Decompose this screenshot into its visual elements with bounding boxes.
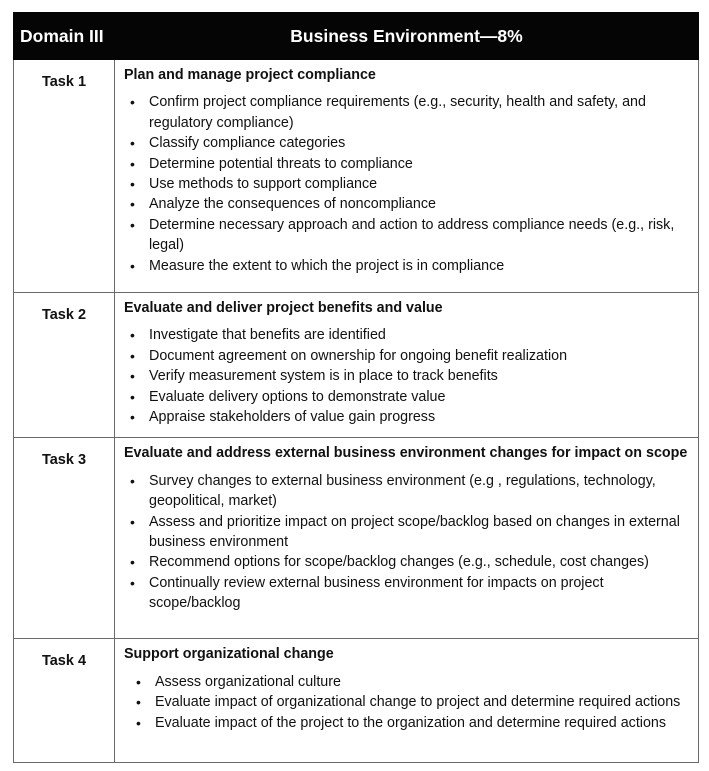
domain-title: Business Environment—8% [115, 13, 699, 60]
task-row [14, 293, 699, 438]
task-content [115, 438, 699, 639]
task-row [14, 639, 699, 763]
task-item-list [124, 471, 690, 614]
task-item-list [124, 672, 690, 733]
task-item: • Continually review external business environment for impacts on project scope/backlog [149, 573, 690, 614]
task-item-list [124, 92, 690, 276]
task-item: • Confirm project compliance requirements (e.g., security, health and safety, and regulatory compliance) [149, 92, 690, 133]
task-item: • Evaluate impact of organizational change to project and determine required actions [155, 692, 690, 712]
task-label: Task 1 [14, 60, 115, 293]
task-item: • Recommend options for scope/backlog changes (e.g., schedule, cost changes) [149, 552, 690, 572]
task-content [115, 293, 699, 438]
task-content [115, 60, 699, 293]
task-title: Evaluate and deliver project benefits and value [124, 300, 443, 316]
task-item: • Measure the extent to which the project is in compliance [149, 256, 690, 276]
task-item-list [124, 325, 690, 427]
task-item: • Assess organizational culture [155, 672, 690, 692]
task-item: • Survey changes to external business environment (e.g , regulations, technology, geopolitical, market) [149, 471, 690, 512]
task-content [115, 639, 699, 763]
task-item: • Use methods to support compliance [149, 174, 690, 194]
task-row [14, 438, 699, 639]
task-item: • Determine potential threats to compliance [149, 154, 690, 174]
task-item: • Verify measurement system is in place to track benefits [149, 366, 690, 386]
domain-task-table [13, 12, 699, 763]
task-item: • Appraise stakeholders of value gain progress [149, 407, 690, 427]
table-header-row [14, 13, 699, 60]
domain-label: Domain III [14, 13, 115, 60]
task-label: Task 2 [14, 293, 115, 438]
task-title: Plan and manage project compliance [124, 67, 376, 83]
task-label: Task 3 [14, 438, 115, 639]
task-item: • Determine necessary approach and action to address compliance needs (e.g., risk, legal) [149, 215, 690, 256]
task-item: • Assess and prioritize impact on project scope/backlog based on changes in external business environment [149, 512, 690, 553]
task-item: • Document agreement on ownership for ongoing benefit realization [149, 346, 690, 366]
task-item: • Investigate that benefits are identified [149, 325, 690, 345]
task-title: Support organizational change [124, 646, 334, 663]
task-row [14, 60, 699, 293]
task-item: • Evaluate delivery options to demonstrate value [149, 387, 690, 407]
task-item: • Evaluate impact of the project to the organization and determine required actions [155, 713, 690, 733]
task-item: • Analyze the consequences of noncompliance [149, 194, 690, 214]
task-item: • Classify compliance categories [149, 133, 690, 153]
task-label: Task 4 [14, 639, 115, 763]
task-title: Evaluate and address external business environment changes for impact on scope [124, 445, 688, 462]
